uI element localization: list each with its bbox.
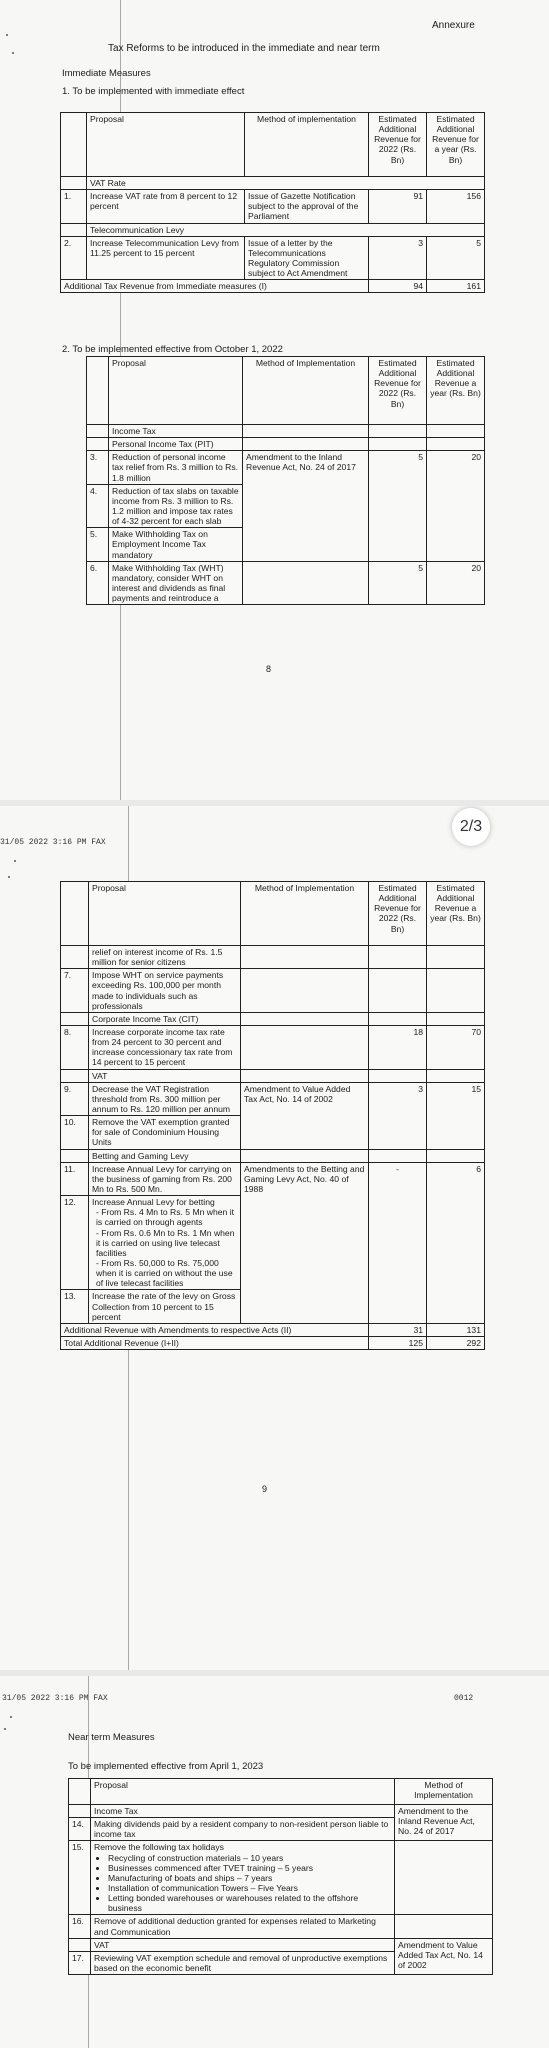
table-row: 7. Impose WHT on service payments exceeding Rs. 100,000 per month made to individuals such as professionals bbox=[61, 969, 485, 1013]
table-row: 16. Remove of additional deduction granted for expenses related to Marketing and Communication bbox=[69, 1915, 493, 1938]
subsection-heading: 2. To be implemented effective from October 1, 2022 bbox=[62, 344, 283, 355]
scan-speck bbox=[12, 52, 14, 54]
table-row: 13. Increase the rate of the levy on Gross Collection from 10 percent to 15 percent bbox=[61, 1290, 485, 1323]
table-row: 4. Reduction of tax slabs on taxable income from Rs. 3 million to Rs. 1.2 million and impose tax rates of 4-32 percent for each slab bbox=[87, 484, 485, 528]
table-row: 10. Remove the VAT exemption granted for sale of Condominium Housing Units bbox=[61, 1116, 485, 1149]
scan-speck bbox=[4, 1728, 6, 1730]
header-proposal: Proposal bbox=[87, 113, 245, 177]
document-title: Tax Reforms to be introduced in the immediate and near term bbox=[108, 43, 380, 54]
section-heading: Immediate Measures bbox=[62, 68, 151, 79]
table-row: 15. Remove the following tax holidays • Recycling of construction materials – 10 years • Businesses commenced after TVET training – 5 years • Manufacturing of boats and ships – 7 years • Installation of communication Towers – Five Years • Letting bonded warehouses or warehouses related to the offshore business bbox=[69, 1841, 493, 1915]
header-revenue-year: Estimated Additional Revenue for a year (Rs. Bn) bbox=[427, 113, 485, 177]
header-proposal: Proposal bbox=[89, 882, 241, 946]
list-item: • Recycling of construction materials – 10 years bbox=[108, 1853, 391, 1863]
section-row: Income Tax bbox=[91, 1805, 395, 1818]
list-item: - From Rs. 0.6 Mn to Rs. 1 Mn when it is carried on using live telecast facilities bbox=[96, 1227, 235, 1258]
header-method: Method of Implementation bbox=[243, 357, 369, 425]
october-measures-table-continued bbox=[60, 881, 485, 1350]
header-revenue-2022: Estimated Additional Revenue for 2022 (Rs. Bn) bbox=[369, 357, 427, 425]
section-row: Betting and Gaming Levy bbox=[89, 1149, 241, 1162]
header-method: Method of Implementation bbox=[395, 1779, 493, 1805]
section-row: VAT bbox=[89, 1069, 241, 1082]
total-row: Total Additional Revenue (I+II) 125 292 bbox=[61, 1336, 485, 1349]
list-item: - From Rs. 4 Mn to Rs. 5 Mn when it is carried on through agents bbox=[96, 1207, 235, 1228]
page-number: 9 bbox=[262, 1484, 268, 1494]
header-revenue-2022: Estimated Additional Revenue for 2022 (Rs. Bn) bbox=[369, 113, 427, 177]
table-row: 12. Increase Annual Levy for betting - From Rs. 4 Mn to Rs. 5 Mn when it is carried on through agents - From Rs. 0.6 Mn to Rs. 1 Mn when it is carried on using live telecast facilities - From Rs. 50,000 to Rs. 75,000 when it is carried on without the use of live telecast facilities bbox=[61, 1196, 485, 1290]
annexure-label: Annexure bbox=[432, 20, 475, 31]
october-measures-table bbox=[86, 356, 485, 605]
table-row: 2. Increase Telecommunication Levy from 11.25 percent to 15 percent Issue of a letter by the Telecommunications Regulatory Commission subject to Act Amendment 3 5 bbox=[61, 236, 485, 280]
page-indicator-badge: 2/3 bbox=[452, 808, 490, 846]
table-row: 3. Reduction of personal income tax relief from Rs. 3 million to Rs. 1.8 million Amendment to the Inland Revenue Act, No. 24 of 2017 5 20 bbox=[87, 451, 485, 484]
section-row: Corporate Income Tax (CIT) bbox=[89, 1012, 241, 1025]
header-proposal: Proposal bbox=[109, 357, 243, 425]
table-row: 6. Make Withholding Tax (WHT) mandatory, consider WHT on interest and dividends as final payments and reintroduce a 5 20 bbox=[87, 561, 485, 605]
document-page-near-term bbox=[0, 1676, 549, 2048]
near-term-measures-table: Proposal Method of Implementation Income Tax Amendment to the Inland Revenue Act, No. 24 of 2017 14. Making dividends paid by a resident company to non-resident person liable to income tax 15. Remove the following tax holidays • Recycling of construction materials – 10 years • Businesses commenced after TVET training – 5 years • Manufacturing of boats and ships – 7 years • Installation of communication Towers – Five Years • Letting bonded warehouses or warehouses related to the offshore business 16. Remove of additional deduction granted for expenses related to Marketing and Communication VAT Amendment to Value Added Tax Act, No. 14 of 2002 17. Reviewing VAT exemption schedule and removal of unproductive exemptions based on the economic benefit bbox=[68, 1778, 493, 1975]
document-page-9 bbox=[0, 806, 549, 1670]
list-item: - From Rs. 50,000 to Rs. 75,000 when it is carried on without the use of live telecast facilities bbox=[96, 1257, 233, 1289]
fax-header: 31/05 2022 3:16 PM FAX bbox=[2, 1694, 108, 1703]
scan-speck bbox=[14, 860, 16, 862]
document-page-8 bbox=[0, 0, 549, 800]
section-row: Telecommunication Levy bbox=[87, 223, 485, 236]
total-row: Additional Revenue with Amendments to respective Acts (II) 31 131 bbox=[61, 1323, 485, 1336]
section-row: VAT bbox=[91, 1938, 395, 1951]
table-row: 11. Increase Annual Levy for carrying on the business of gaming from Rs. 200 Mn to Rs. 500 Mn. Amendments to the Betting and Gaming Levy Act, No. 40 of 1988 - 6 bbox=[61, 1162, 485, 1195]
scan-speck bbox=[6, 34, 8, 36]
header-revenue-2022: Estimated Additional Revenue for 2022 (Rs. Bn) bbox=[369, 882, 427, 946]
list-item: • Manufacturing of boats and ships – 7 years bbox=[108, 1873, 391, 1883]
header-revenue-year: Estimated Additional Revenue a year (Rs. Bn) bbox=[427, 882, 485, 946]
header-revenue-year: Estimated Additional Revenue a year (Rs. Bn) bbox=[427, 357, 485, 425]
subsection-heading: 1. To be implemented with immediate effect bbox=[62, 86, 245, 97]
list-item: • Businesses commenced after TVET training – 5 years bbox=[108, 1863, 391, 1873]
table-row: 17. Reviewing VAT exemption schedule and removal of unproductive exemptions based on the economic benefit bbox=[69, 1951, 493, 1974]
table-row: 5. Make Withholding Tax on Employment Income Tax mandatory bbox=[87, 528, 485, 561]
header-method: Method of Implementation bbox=[241, 882, 369, 946]
fax-header: 31/05 2022 3:16 PM FAX bbox=[0, 838, 106, 847]
list-item: • Installation of communication Towers – Five Years bbox=[108, 1883, 391, 1893]
section-row: Income Tax bbox=[109, 425, 243, 438]
subsection-heading: To be implemented effective from April 1, 2023 bbox=[68, 1761, 264, 1772]
table-row: 1. Increase VAT rate from 8 percent to 12 percent Issue of Gazette Notification subject to the approval of the Parliament 91 156 bbox=[61, 190, 485, 223]
list-item: • Letting bonded warehouses or warehouses related to the offshore business bbox=[108, 1893, 391, 1913]
table-row: 9. Decrease the VAT Registration threshold from Rs. 300 million per annum to Rs. 120 million per annum Amendment to Value Added Tax Act, No. 14 of 2002 3 15 bbox=[61, 1082, 485, 1115]
page-number: 8 bbox=[266, 664, 272, 674]
header-proposal: Proposal bbox=[91, 1779, 395, 1805]
section-heading: Near term Measures bbox=[68, 1732, 155, 1743]
fax-page-code: 0012 bbox=[454, 1694, 474, 1703]
header-method: Method of implementation bbox=[245, 113, 369, 177]
table-row: 14. Making dividends paid by a resident company to non-resident person liable to income tax bbox=[69, 1818, 493, 1841]
section-row: VAT Rate bbox=[87, 177, 485, 190]
section-row: Personal Income Tax (PIT) bbox=[109, 438, 243, 451]
table-row: relief on interest income of Rs. 1.5 million for senior citizens bbox=[61, 946, 485, 969]
betting-levy-list bbox=[92, 1207, 237, 1288]
scan-speck bbox=[10, 1716, 12, 1718]
total-row: Additional Tax Revenue from Immediate measures (I) 94 161 bbox=[61, 280, 485, 293]
scan-speck bbox=[8, 876, 10, 878]
table-row: 8. Increase corporate income tax rate from 24 percent to 30 percent and increase concessionary tax rate from 14 percent to 15 percent 18 70 bbox=[61, 1025, 485, 1069]
immediate-measures-table bbox=[60, 112, 485, 293]
tax-holiday-list bbox=[94, 1853, 391, 1914]
